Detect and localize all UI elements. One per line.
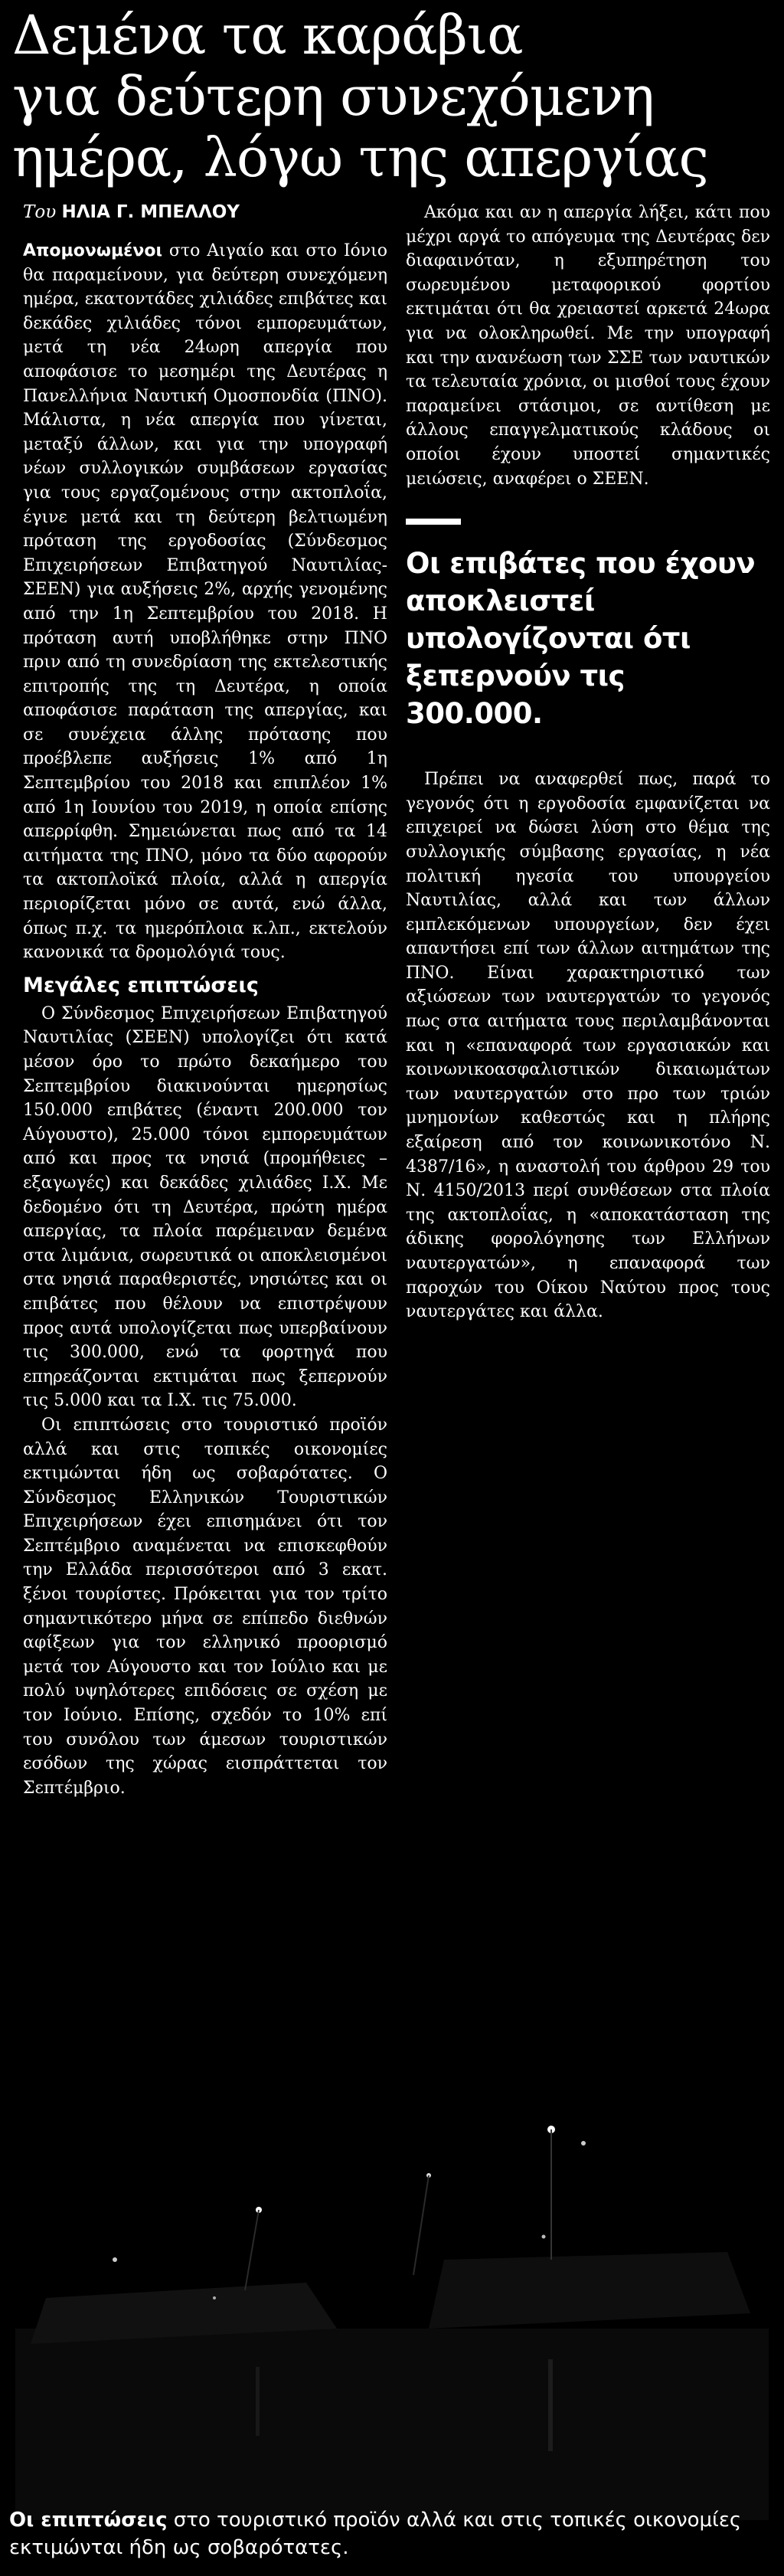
paragraph-2: Ο Σύνδεσμος Επιχειρήσεων Επιβατηγού Ναυτιλίας (ΣΕΕΝ) υπολογίζει ότι κατά μέσον όρο το πρώτο δεκαήμερο του Σεπτεμβρίου διακινούνται ημερησίως 150.000 επιβάτες (έναντι 200.000 τον Αύγουστο), 25.000 τόνοι εμπορευμάτων από και προς τα νησιά (προμήθειες – εξαγωγές) και δεκάδες χιλιάδες Ι.Χ. Με δεδομένο ότι τη Δευτέρα, πρώτη ημέρα απεργίας, τα πλοία παρέμειναν δεμένα στα λιμάνια, σωρευτικά οι αποκλεισμένοι στα νησιά παραθεριστές, νησιώτες και οι επιβάτες που θέλουν να επιστρέψουν προς αυτά υπολογίζεται πως υπερβαίνουν τις 300.000, ενώ τα φορτηγά που επηρεάζονται εκτιμάται πως ξεπερνούν τις 5.000 και τα Ι.Χ. τις 75.000. — [23, 1003, 387, 1411]
paragraph-5: Πρέπει να αναφερθεί πως, παρά το γεγονός ότι η εργοδοσία εμφανίζεται να επιχειρεί να δώσει λύση στο θέμα της συλλογικής σύμβασης εργασίας, η νέα πολιτική ηγεσία του υπουργείου Ναυτιλίας, αλλά και των άλλων εμπλεκόμενων υπουργείων, δεν έχει απαντήσει επί των άλλων αιτημάτων της ΠΝΟ. Είναι χαρακτηριστικό των αξιώσεων των ναυτεργατών το γεγονός πως στα αιτήματα τους περιλαμβάνονται και η «επαναφορά των εργασιακών και κοινωνικοασφαλιστικών δικαιωμάτων των ναυτεργατών στο προ των τριών μνημονίων καθεστώς και η πλήρης εξαίρεση από τον κοινωνικοτόνο Ν. 4387/16», η αναστολή του άρθρου 29 του Ν. 4150/2013 περί συνθέσεων στα πλοία της ακτοπλοΐας, η «αποκατάσταση της άδικης φορολόγησης των Ελλήνων ναυτεργατών», η επαναφορά των παροχών του Οίκου Ναύτου προς τους ναυτεργάτες και άλλα. — [406, 770, 770, 1322]
article-photo — [15, 1900, 769, 2520]
pull-quote: Οι επιβάτες που έχουν αποκλειστεί υπολογίζονται ότι ξεπερνούν τις 300.000. — [406, 547, 756, 731]
caption-text: στο τουριστικό προϊόν αλλά και στις τοπικές οικονομίες εκτιμώνται ήδη ως σοβαρότατες. — [9, 2509, 742, 2559]
headline-line-3: ημέρα, λόγω της απεργίας — [12, 126, 708, 189]
headline — [12, 5, 770, 188]
headline-line-1: Δεμένα τα καράβια — [12, 4, 523, 67]
column-right — [406, 201, 770, 1324]
subheading: Μεγάλες επιπτώσεις — [23, 973, 259, 997]
lead-word: Απομονωμένοι — [23, 241, 163, 260]
byline — [23, 201, 387, 224]
photo-caption — [9, 2506, 775, 2561]
headline-line-2: για δεύτερη συνεχόμενη — [12, 65, 655, 128]
night-harbor-image — [15, 1900, 769, 2520]
paragraph-3: Οι επιπτώσεις στο τουριστικό προϊόν αλλά και στις τοπικές οικονομίες εκτιμώνται ήδη ως σοβαρότατες. Ο Σύνδεσμος Ελληνικών Τουριστικών Επιχειρήσεων έχει επισημάνει ότι τον Σεπτέμβριο αναμένεται να επισκεφθούν την Ελλάδα περισσότεροι από 3 εκατ. ξένοι τουρίστες. Πρόκειται για τον τρίτο σημαντικότερο μήνα σε επίπεδο διεθνών αφίξεων για τον ελληνικό προορισμό μετά τον Αύγουστο και τον Ιούλιο και με πολύ υψηλότερες επιδόσεις σε σχέση με τον Ιούνιο. Επίσης, σχεδόν το 10% επί του συνόλου των άμεσων τουριστικών εσόδων της χώρας εισπράττεται τον Σεπτέμβριο. — [23, 1415, 387, 1798]
caption-lead: Οι επιπτώσεις — [9, 2509, 168, 2532]
column-left — [23, 201, 387, 1800]
byline-prefix: Του — [23, 202, 57, 222]
pull-quote-rule — [406, 519, 461, 525]
paragraph-1-text: στο Αιγαίο και στο Ιόνιο θα παραμείνουν, για δεύτερη συνεχόμενη ημέρα, εκατοντάδες χιλιάδες επιβάτες και δεκάδες χιλιάδες τόνοι εμπορευμάτων, μετά τη νέα 24ωρη απεργία που αποφάσισε το μεσημέρι της Δευτέρας η Πανελλήνια Ναυτική Ομοσπονδία (ΠΝΟ). Μάλιστα, η νέα απεργία που γίνεται, μεταξύ άλλων, και για την υπογραφή νέων συλλογικών συμβάσεων εργασίας για τους εργαζομένους στην ακτοπλοΐα, έγινε μετά και τη δεύτερη βελτιωμένη πρόταση της εργοδοσίας (Σύνδεσμος Επιχειρήσεων Επιβατηγού Ναυτιλίας-ΣΕΕΝ) για αυξήσεις 2%, αρχής γενομένης από την 1η Σεπτεμβρίου του 2018. Η πρόταση αυτή υποβλήθηκε στην ΠΝΟ πριν από τη συνεδρίαση της εκτελεστικής επιτροπής της τη Δευτέρα, η οποία αποφάσισε παράταση της απεργίας, και σε συνέχεια άλλης πρότασης που προέβλεπε αυξήσεις 1% από 1η Σεπτεμβρίου του 2018 και επιπλέον 1% από 1η Ιουνίου του 2019, η οποία επίσης απερρίφθη. Σημειώνεται πως από τα 14 αιτήματα της ΠΝΟ, μόνο τα δύο αφορούν τα ακτοπλοϊκά πλοία, αλλά η απεργία περιορίζεται μόνο σε αυτά, ενώ άλλα, όπως π.χ. τα ημερόπλοια κ.λπ., εκτελούν κανονικά τα δρομολόγιά τους. — [23, 241, 387, 963]
paragraph-1 — [23, 239, 387, 965]
byline-author: ΗΛΙΑ Γ. ΜΠΕΛΛΟΥ — [61, 202, 240, 222]
paragraph-4: Ακόμα και αν η απεργία λήξει, κάτι που μέχρι αργά το απόγευμα της Δευτέρας δεν διαφαινόταν, η εξυπηρέτηση του σωρευμένου μεταφορικού φορτίου εκτιμάται ότι θα χρειαστεί αρκετά 24ωρα για να ολοκληρωθεί. Με την υπογραφή και την ανανέωση των ΣΣΕ των ναυτικών τα τελευταία χρόνια, οι μισθοί τους έχουν παραμείνει στάσιμοι, σε αντίθεση με άλλους επαγγελματικούς κλάδους οι οποίοι έχουν υποστεί σημαντικές μειώσεις, αναφέρει ο ΣΕΕΝ. — [406, 203, 770, 489]
